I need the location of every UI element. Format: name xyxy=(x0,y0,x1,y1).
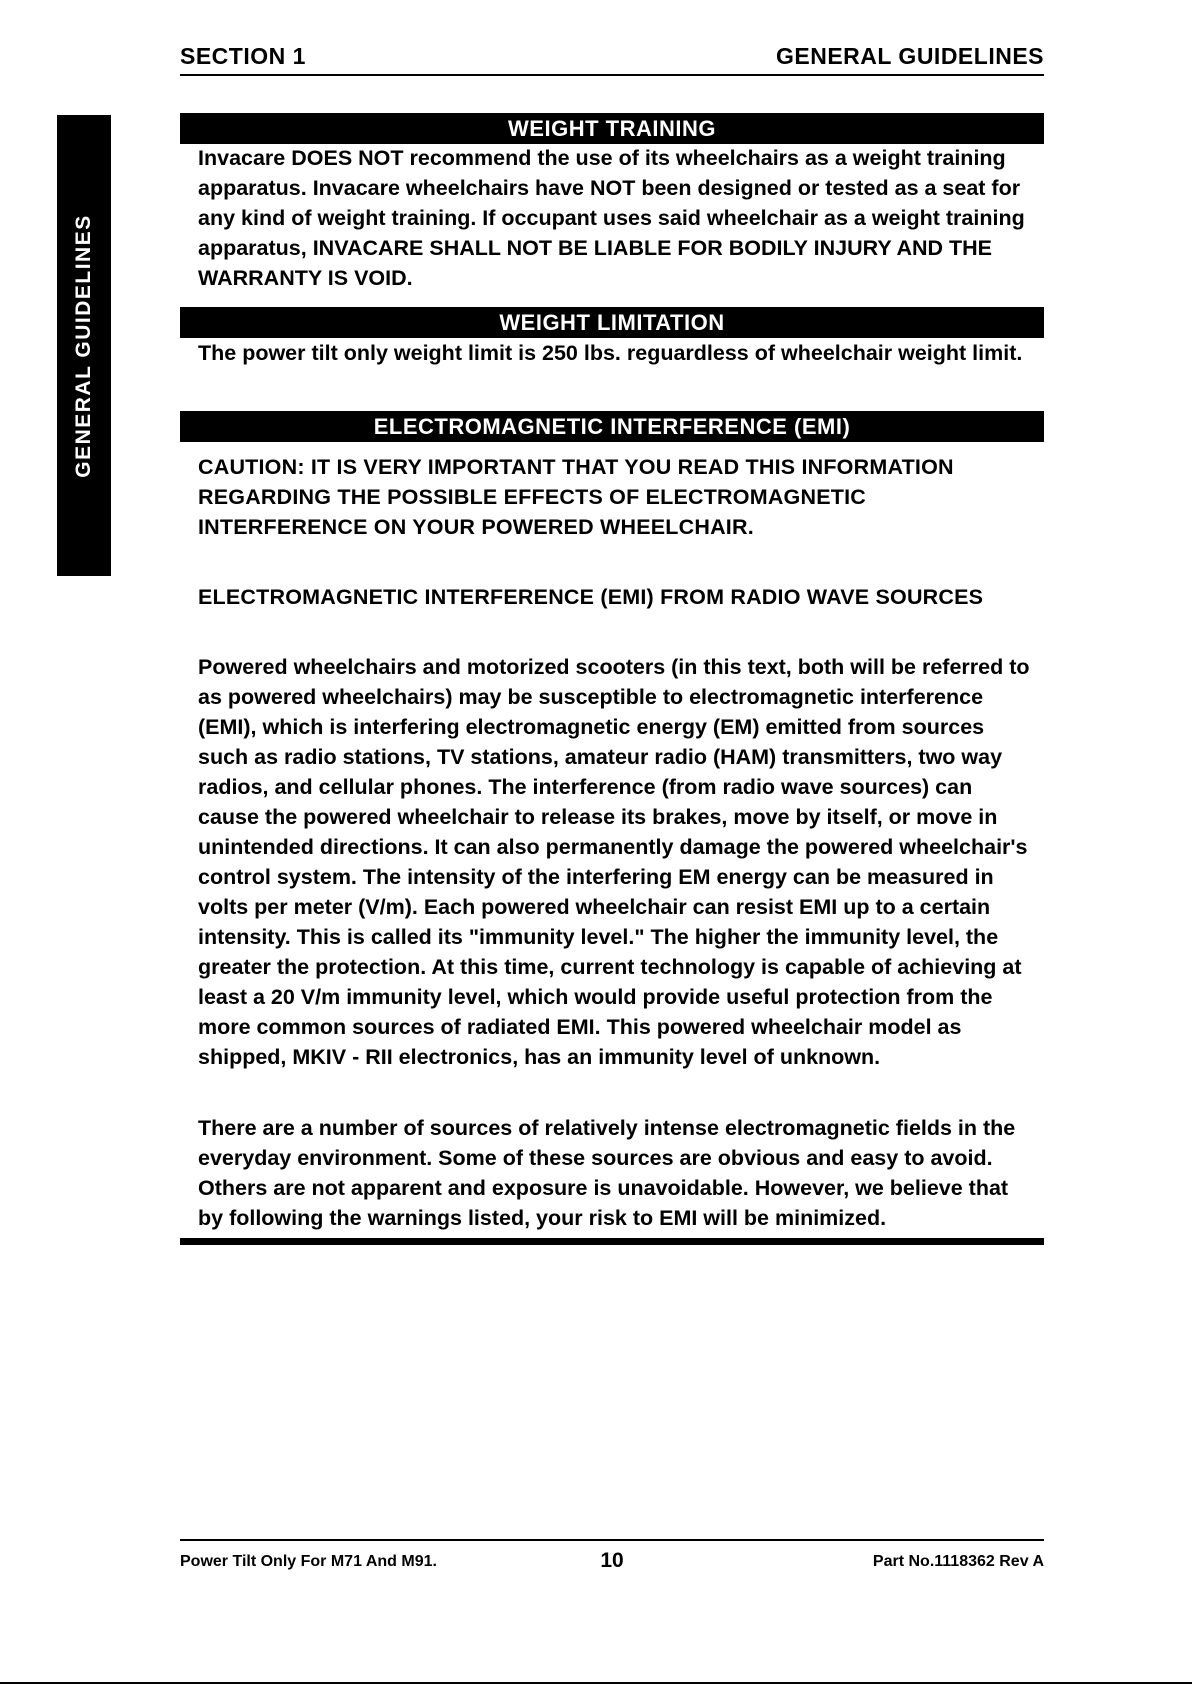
page-header xyxy=(180,42,1044,76)
emi-caution: CAUTION: IT IS VERY IMPORTANT THAT YOU READ THIS INFORMATION REGARDING THE POSSIBLE EFFECTS OF ELECTROMAGNETIC INTERFERENCE ON YOUR POWERED WHEELCHAIR. xyxy=(198,455,954,539)
weight-limitation-body: The power tilt only weight limit is 250 lbs. reguardless of wheelchair weight limit. xyxy=(198,341,1023,365)
weight-limitation-heading: WEIGHT LIMITATION xyxy=(180,307,1044,338)
part-number: Part No.1118362 Rev A xyxy=(872,1553,1044,1570)
section-label: SECTION 1 xyxy=(180,43,306,69)
page-edge-line xyxy=(0,1682,1192,1684)
emi-subheading: ELECTROMAGNETIC INTERFERENCE (EMI) FROM RADIO WAVE SOURCES xyxy=(198,585,984,609)
weight-training-body: Invacare DOES NOT recommend the use of its wheelchairs as a weight training apparatus. Invacare wheelchairs have NOT been designed or tested as a seat for any kind of weight training. If occupant uses said wheelchair as a weight training apparatus, INVACARE SHALL NOT BE LIABLE FOR BODILY INJURY AND THE WARRANTY IS VOID. xyxy=(198,146,1025,290)
section-title: GENERAL GUIDELINES xyxy=(776,43,1044,69)
emi-paragraph-1: Powered wheelchairs and motorized scooters (in this text, both will be referred to as powered wheelchairs) may be susceptible to electromagnetic interference (EMI), which is interfering electromagnetic energy (EM) emitted from sources such as radio stations, TV stations, amateur radio (HAM) transmitters, two way radios, and cellular phones. The interference (from radio wave sources) can cause the powered wheelchair to release its brakes, move by itself, or move in unintended directions. It can also permanently damage the powered wheelchair's control system. The intensity of the interfering EM energy can be measured in volts per meter (V/m). Each powered wheelchair can resist EMI up to a certain intensity. This is called its "immunity level." The higher the immunity level, the greater the protection. At this time, current technology is capable of achieving at least a 20 V/m immunity level, which would provide useful protection from the more common sources of radiated EMI. This powered wheelchair model as shipped, MKIV - RII electronics, has an immunity level of unknown. xyxy=(198,655,1030,1069)
side-tab xyxy=(57,115,111,576)
page-number: 10 xyxy=(600,1549,624,1572)
page-footer xyxy=(180,1539,1044,1579)
emi-paragraph-2: There are a number of sources of relatively intense electromagnetic fields in the everyday environment. Some of these sources are obvious and easy to avoid. Others are not apparent and exposure is unavoidable. However, we believe that by following the warnings listed, your risk to EMI will be minimized. xyxy=(198,1116,1016,1230)
weight-training-heading: WEIGHT TRAINING xyxy=(180,113,1044,144)
footer-product: Power Tilt Only For M71 And M91. xyxy=(180,1553,437,1570)
side-tab-label: GENERAL GUIDELINES xyxy=(72,213,95,478)
section-end-rule xyxy=(180,1238,1044,1245)
emi-heading: ELECTROMAGNETIC INTERFERENCE (EMI) xyxy=(180,411,1044,442)
